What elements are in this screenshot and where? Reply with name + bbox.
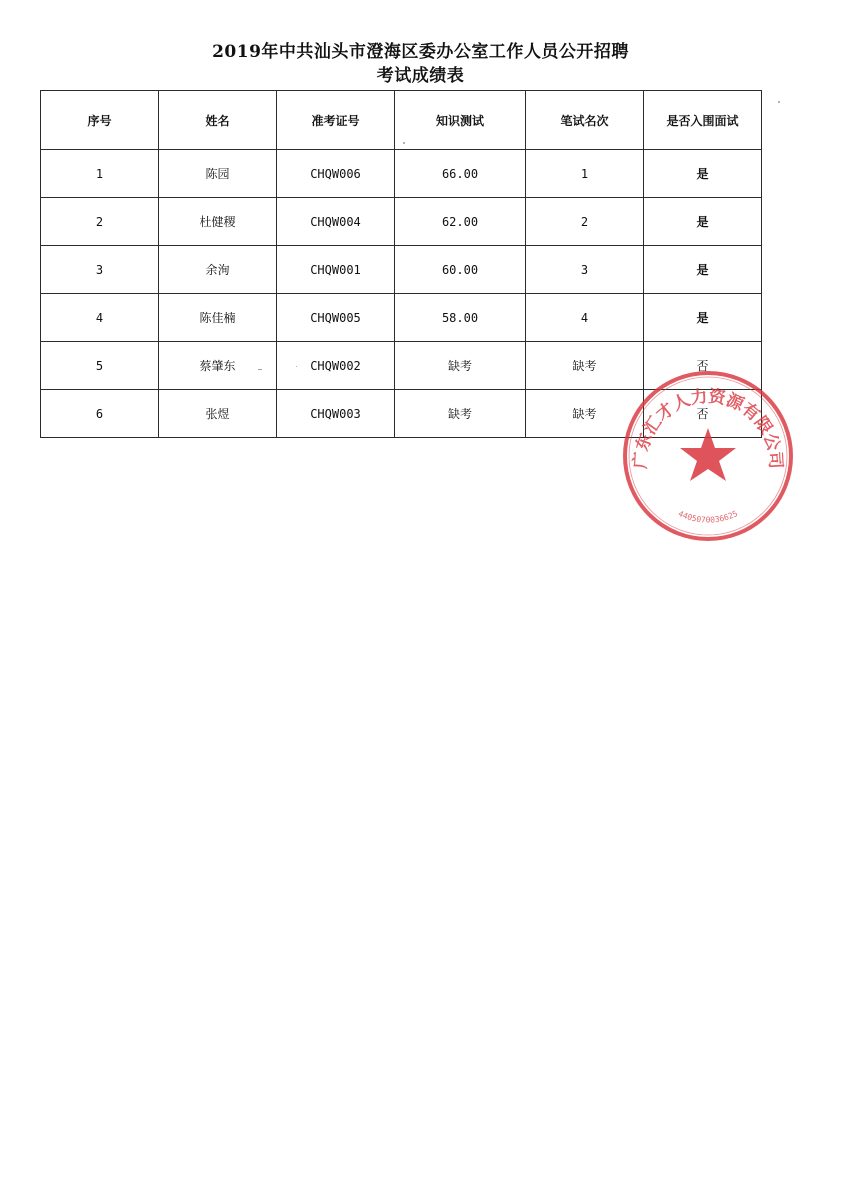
cell-no: 1: [41, 150, 159, 198]
seal-number-text-path: 4405070036625: [676, 509, 740, 525]
cell-score: 缺考: [395, 390, 526, 438]
cell-shortlisted: 是: [644, 246, 762, 294]
scan-speck: [778, 101, 780, 103]
cell-no: 4: [41, 294, 159, 342]
document-title: 2019年中共汕头市澄海区委办公室工作人员公开招聘: [212, 42, 629, 62]
cell-rank: 缺考: [526, 342, 644, 390]
cell-name: 张煜: [159, 390, 277, 438]
table-row: [41, 246, 762, 294]
cell-no: 2: [41, 198, 159, 246]
cell-rank: 1: [526, 150, 644, 198]
scan-speck: [403, 142, 405, 144]
seal-number-text: [677, 509, 739, 525]
table-row: [41, 390, 762, 438]
cell-rank: 3: [526, 246, 644, 294]
column-header-score: 知识测试: [395, 91, 526, 150]
cell-rank: 4: [526, 294, 644, 342]
cell-exam-id: CHQW006: [277, 150, 395, 198]
cell-exam-id: CHQW001: [277, 246, 395, 294]
scan-speck: [258, 369, 262, 370]
cell-no: 3: [41, 246, 159, 294]
cell-name: 余洵: [159, 246, 277, 294]
column-header-shortlisted: 是否入围面试: [644, 91, 762, 150]
cell-score: 62.00: [395, 198, 526, 246]
seal-company-text-path: 广东汇才人力资源有限公司: [630, 386, 786, 470]
cell-shortlisted: 否: [644, 342, 762, 390]
cell-rank: 缺考: [526, 390, 644, 438]
cell-exam-id: CHQW005: [277, 294, 395, 342]
document-subtitle: 考试成绩表: [376, 66, 465, 86]
cell-score: 66.00: [395, 150, 526, 198]
table-header-row: [41, 91, 762, 150]
cell-shortlisted: 是: [644, 150, 762, 198]
cell-exam-id: CHQW004: [277, 198, 395, 246]
cell-no: 5: [41, 342, 159, 390]
scan-speck: [296, 366, 297, 367]
cell-score: 58.00: [395, 294, 526, 342]
table-row: [41, 150, 762, 198]
cell-shortlisted: 否: [644, 390, 762, 438]
cell-name: 陈园: [159, 150, 277, 198]
cell-name: 杜健稷: [159, 198, 277, 246]
cell-score: 60.00: [395, 246, 526, 294]
table-row: [41, 198, 762, 246]
column-header-exam-id: 准考证号: [277, 91, 395, 150]
cell-shortlisted: 是: [644, 198, 762, 246]
cell-name: 蔡肇东: [159, 342, 277, 390]
cell-shortlisted: 是: [644, 294, 762, 342]
table-row: [41, 294, 762, 342]
column-header-rank: 笔试名次: [526, 91, 644, 150]
table-row: [41, 342, 762, 390]
cell-name: 陈佳楠: [159, 294, 277, 342]
cell-rank: 2: [526, 198, 644, 246]
score-table: [40, 90, 762, 438]
cell-score: 缺考: [395, 342, 526, 390]
cell-exam-id: CHQW002: [277, 342, 395, 390]
cell-exam-id: CHQW003: [277, 390, 395, 438]
column-header-no: 序号: [41, 91, 159, 150]
cell-no: 6: [41, 390, 159, 438]
column-header-name: 姓名: [159, 91, 277, 150]
